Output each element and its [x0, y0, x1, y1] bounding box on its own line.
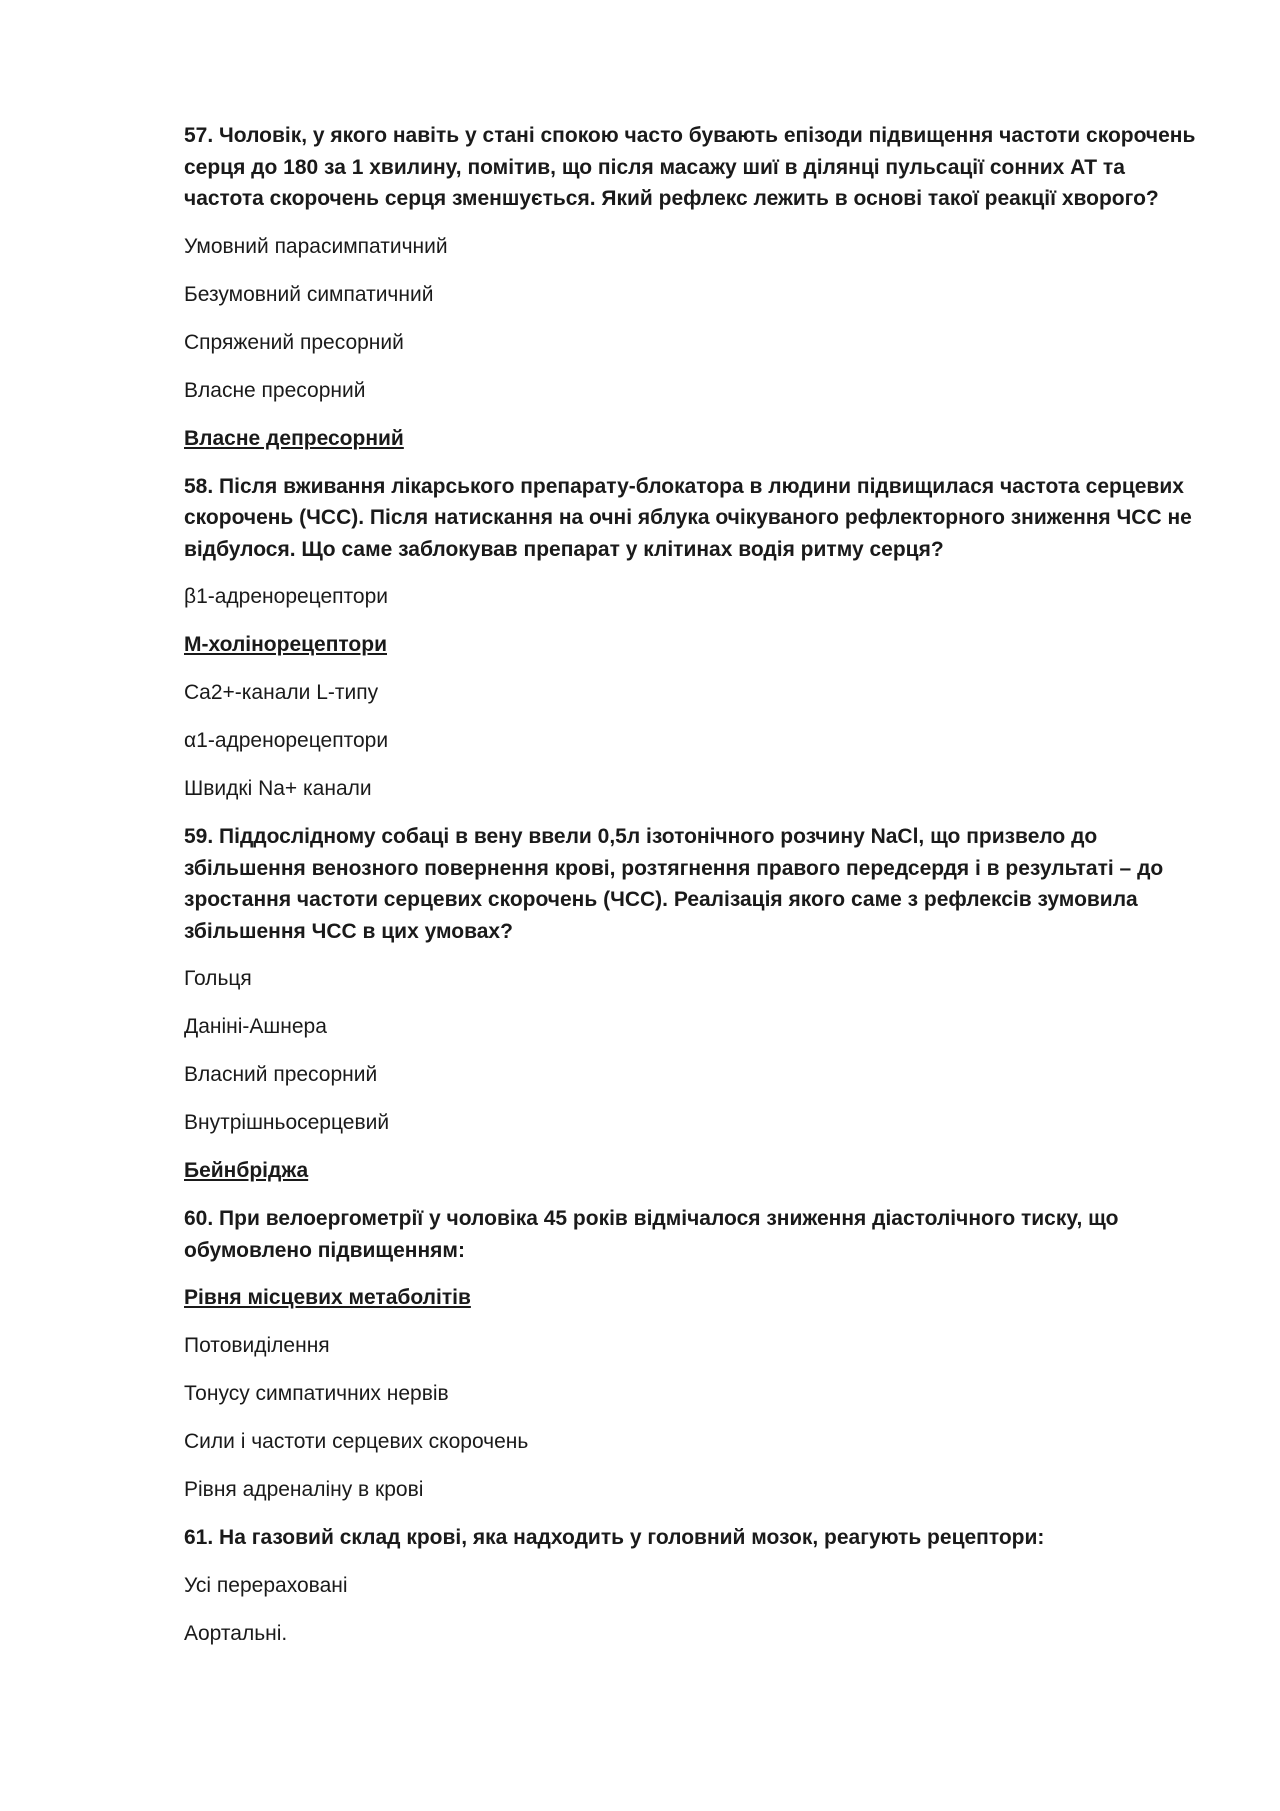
- answer-option: Швидкі Na+ канали: [184, 777, 372, 800]
- question-text: 57. Чоловік, у якого навіть у стані спокою часто бувають епізоди підвищення частоти скорочень серця до 180 за 1 хвилину, помітив, що після масажу шиї в ділянці пульсації сонних АТ та частота скорочень серця зменшується. Який рефлекс лежить в основі такої реакції хворого?: [184, 124, 1196, 210]
- answer-option: β1-адренорецептори: [184, 585, 388, 608]
- answer-option: Даніні-Ашнера: [184, 1015, 327, 1038]
- question-text: 61. На газовий склад крові, яка надходить у головний мозок, реагують рецептори:: [184, 1526, 1045, 1549]
- answer-option: Потовиділення: [184, 1334, 330, 1357]
- answer-option: α1-адренорецептори: [184, 729, 389, 752]
- answer-option: Сили і частоти серцевих скорочень: [184, 1430, 529, 1453]
- answer-option: Власний пресорний: [184, 1063, 378, 1086]
- question-text: 58. Після вживання лікарського препарату-блокатора в людини підвищилася частота серцевих скорочень (ЧСС). Після натискання на очні яблука очікуваного рефлекторного зниження ЧСС не відбулося. Що саме заблокував препарат у клітинах водія ритму серця?: [184, 474, 1192, 561]
- answer-option: Власне пресорний: [184, 378, 366, 402]
- question-text: 60. При велоергометрії у чоловіка 45 років відмічалося зниження діастолічного тиску, що обумовлено підвищенням:: [184, 1207, 1119, 1262]
- answer-option: Аортальні.: [184, 1621, 288, 1645]
- answer-option-correct: Рівня місцевих метаболітів: [184, 1286, 471, 1309]
- answer-option: Ca2+-канали L-типу: [184, 681, 379, 704]
- answer-option: Спряжений пресорний: [184, 330, 404, 354]
- answer-option: Гольця: [184, 967, 252, 990]
- answer-option: Умовний парасимпатичний: [184, 234, 448, 258]
- answer-option: Безумовний симпатичний: [184, 282, 434, 306]
- question-text: 59. Піддослідному собаці в вену ввели 0,5л ізотонічного розчину NaCl, що призвело до збільшення венозного повернення крові, розтягнення правого передсердя і в результаті – до зростання частоти серцевих скорочень (ЧСС). Реалізація якого саме з рефлексів зумовила збільшення ЧСС в цих умовах?: [184, 825, 1164, 943]
- document-content: [184, 120, 1204, 1666]
- answer-option: Тонусу симпатичних нервів: [184, 1382, 449, 1405]
- answer-option: Усі перераховані: [184, 1573, 348, 1597]
- answer-option-correct: М-холінорецептори: [184, 633, 387, 656]
- answer-option-correct: Бейнбріджа: [184, 1159, 309, 1182]
- answer-option: Рівня адреналіну в крові: [184, 1478, 424, 1501]
- answer-option-correct: Власне депресорний: [184, 426, 404, 450]
- answer-option: Внутрішньосерцевий: [184, 1111, 390, 1134]
